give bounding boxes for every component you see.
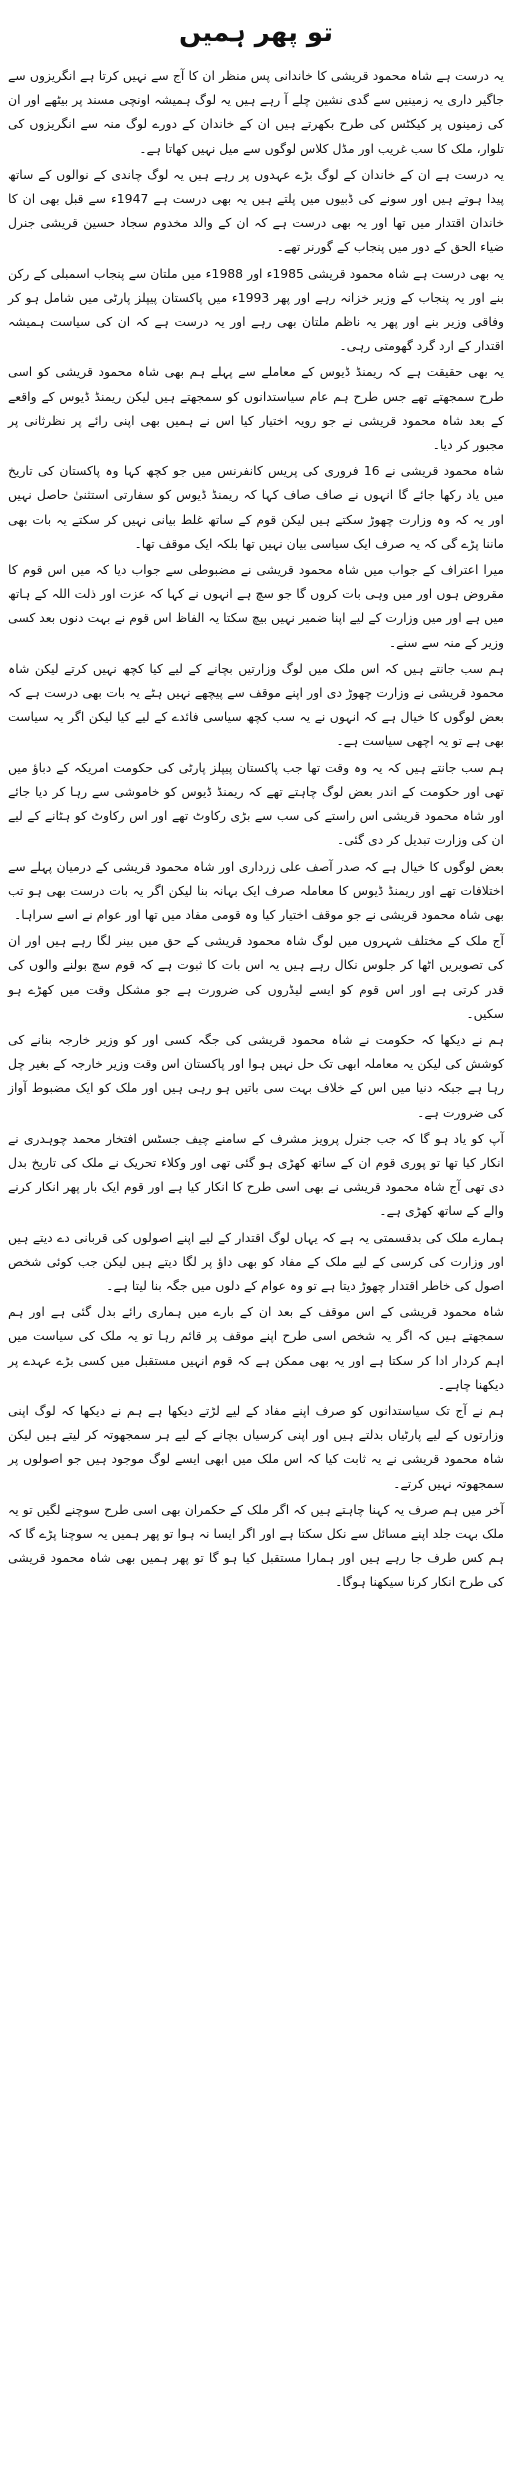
paragraph: ہم سب جانتے ہیں کہ یہ وہ وقت تھا جب پاکستان پیپلز پارٹی کی حکومت امریکہ کے دباؤ میں تھی اور حکومت کے اندر بعض لوگ چاہتے تھے کہ ریمنڈ ڈیوس کو خاموشی سے رہا کر دیا جائے اور شاہ محمود قریشی اس راستے کی سب سے بڑی رکاوٹ تھے اور اس رکاوٹ کو ہٹانے کے لیے ان کی وزارت تبدیل کر دی گئی۔ (8, 759, 504, 848)
paragraph: آپ کو یاد ہو گا کہ جب جنرل پرویز مشرف کے سامنے چیف جسٹس افتخار محمد چوہدری نے انکار کیا تھا تو پوری قوم ان کے ساتھ کھڑی ہو گئی تھی اور وکلاء تحریک نے ملک کی تاریخ بدل دی تھی آج شاہ محمود قریشی نے بھی اسی طرح کا انکار کیا ہے اور قوم ایک بار پھر انکار کرنے والے کے ساتھ کھڑی ہے۔ (8, 1130, 504, 1219)
paragraph: ہم سب جانتے ہیں کہ اس ملک میں لوگ وزارتیں بچانے کے لیے کیا کچھ نہیں کرتے لیکن شاہ محمود قریشی نے وزارت چھوڑ دی اور اپنے موقف سے پیچھے نہیں ہٹے یہ بات بھی درست ہے کہ بعض لوگوں کا خیال ہے کہ انہوں نے یہ سب کچھ سیاسی فائدے کے لیے کیا لیکن اگر یہ سیاست بھی ہے تو یہ اچھی سیاست ہے۔ (8, 660, 504, 749)
paragraph: ہم نے دیکھا کہ حکومت نے شاہ محمود قریشی کی جگہ کسی اور کو وزیر خارجہ بنانے کی کوشش کی لیکن یہ معاملہ ابھی تک حل نہیں ہوا اور پاکستان اس وقت وزیر خارجہ کے بغیر چل رہا ہے جبکہ دنیا میں اس کے خلاف بہت سی باتیں ہو رہی ہیں اور ملک کو ایک مضبوط آواز کی ضرورت ہے۔ (8, 1031, 504, 1120)
column-title: تو پھر ہمیں (179, 18, 333, 48)
paragraph: شاہ محمود قریشی کے اس موقف کے بعد ان کے بارے میں ہماری رائے بدل گئی ہے اور ہم سمجھتے ہیں کہ اگر یہ شخص اسی طرح اپنے موقف پر قائم رہا تو یہ ملک کی سیاست میں اہم کردار ادا کر سکتا ہے اور یہ بھی ممکن ہے کہ قوم انہیں مستقبل میں کسی بڑے عہدے پر دیکھنا چاہے۔ (8, 1304, 504, 1392)
paragraph: آخر میں ہم صرف یہ کہنا چاہتے ہیں کہ اگر ملک کے حکمران بھی اسی طرح سوچنے لگیں تو یہ ملک بہت جلد اپنے مسائل سے نکل سکتا ہے اور اگر ایسا نہ ہوا تو پھر ہمیں یہ سوچنا پڑے گا کہ ہم کس طرف جا رہے ہیں اور ہمارا مستقبل کیا ہو گا تو پھر ہمیں بھی شاہ محمود قریشی کی طرح انکار کرنا سیکھنا ہوگا۔ (8, 1501, 504, 1590)
paragraph: یہ بھی حقیقت ہے کہ ریمنڈ ڈیوس کے معاملے سے پہلے ہم بھی شاہ محمود قریشی کو اسی طرح سمجھتے تھے جس طرح ہم عام سیاستدانوں کو سمجھتے ہیں لیکن ریمنڈ ڈیوس کے واقعے کے بعد شاہ محمود قریشی نے جو رویہ اختیار کیا اس نے ہمیں بھی اپنی رائے پر نظرثانی پر مجبور کر دیا۔ (8, 364, 504, 453)
paragraph: ہم نے آج تک سیاستدانوں کو صرف اپنے مفاد کے لیے لڑتے دیکھا ہے ہم نے دیکھا کہ لوگ اپنی وزارتوں کے لیے پارٹیاں بدلتے ہیں اور اپنی کرسیاں بچانے کے لیے ہر سمجھوتہ کر لیتے ہیں لیکن شاہ محمود قریشی نے یہ ثابت کیا کہ اس ملک میں ابھی ایسے لوگ موجود ہیں جو اصولوں پر سمجھوتہ نہیں کرتے۔ (8, 1402, 504, 1491)
paragraph: آج ملک کے مختلف شہروں میں لوگ شاہ محمود قریشی کے حق میں بینر لگا رہے ہیں اور ان کی تصویریں اٹھا کر جلوس نکال رہے ہیں یہ اس بات کا ثبوت ہے کہ قوم سچ بولنے والوں کی قدر کرتی ہے اور اس قوم کو ایسے لیڈروں کی ضرورت ہے جو مشکل وقت میں کھڑے ہو سکیں۔ (8, 933, 504, 1021)
paragraph: یہ بھی درست ہے شاہ محمود قریشی 1985ء اور 1988ء میں ملتان سے پنجاب اسمبلی کے رکن بنے اور یہ پنجاب کے وزیر خزانہ رہے اور پھر 1993ء میں پاکستان پیپلز پارٹی میں شامل ہو کر وفاقی وزیر بنے اور پھر یہ ناظم ملتان بھی رہے اور یہ درست ہے کہ ان کی سیاست ہمیشہ اقتدار کے ارد گرد گھومتی رہی۔ (8, 265, 504, 354)
paragraph: میرا اعتراف کے جواب میں شاہ محمود قریشی نے مضبوطی سے جواب دیا کہ میں اس قوم کا مقروض ہوں اور میں وہی بات کروں گا جو سچ ہے انہوں نے کہا کہ عزت اور ذلت اللہ کے ہاتھ میں ہے اور میں وزارت کے لیے اپنا ضمیر نہیں بیچ سکتا یہ الفاظ اس قوم نے بہت دنوں بعد کسی وزیر کے منہ سے سنے۔ (8, 562, 504, 650)
paragraph: ہمارے ملک کی بدقسمتی یہ ہے کہ یہاں لوگ اقتدار کے لیے اپنے اصولوں کی قربانی دے دیتے ہیں اور وزارت کی کرسی کے لیے ملک کے مفاد کو بھی داؤ پر لگا دیتے ہیں لیکن جب کوئی شخص اصول کی خاطر اقتدار چھوڑ دیتا ہے تو وہ عوام کے دلوں میں جگہ بنا لیتا ہے۔ (8, 1229, 504, 1293)
paragraph: شاہ محمود قریشی نے 16 فروری کی پریس کانفرنس میں جو کچھ کہا وہ پاکستان کی تاریخ میں یاد رکھا جائے گا انہوں نے صاف صاف کہا کہ ریمنڈ ڈیوس کو سفارتی استثنیٰ حاصل نہیں اور یہ کہ وہ وزارت چھوڑ سکتے ہیں لیکن قوم کے ساتھ غلط بیانی نہیں کر سکتے یہ بات بھی ماننا پڑے گی کہ یہ صرف ایک سیاسی بیان نہیں تھا بلکہ ایک موقف تھا۔ (8, 463, 504, 551)
article-body (8, 64, 504, 1597)
paragraph: یہ درست ہے شاہ محمود قریشی کا خاندانی پس منظر ان کا آج سے نہیں کرتا ہے انگریزوں سے جاگیر داری یہ زمینیں سے گدی نشین چلے آ رہے ہیں یہ لوگ ہمیشہ اونچی مسند پر بیٹھے اور ان کی زمینوں پر کیکٹس کی طرح بکھرتے ہیں ان کے خاندان کے دورے لوگ منہ سے انگریزوں کی تلوار، ملک کا سب غریب اور مڈل کلاس لوگوں سے میل نہیں کھاتا ہے۔ (8, 68, 504, 156)
paragraph: بعض لوگوں کا خیال ہے کہ صدر آصف علی زرداری اور شاہ محمود قریشی کے درمیان پہلے سے اختلافات تھے اور ریمنڈ ڈیوس کا معاملہ صرف ایک بہانہ بنا لیکن اگر یہ بات درست بھی ہو تب بھی شاہ محمود قریشی نے جو موقف اختیار کیا وہ قومی مفاد میں تھا اور عوام نے اسے سراہا۔ (8, 858, 504, 922)
paragraph: یہ درست ہے ان کے خاندان کے لوگ بڑے عہدوں پر رہے ہیں یہ لوگ چاندی کے نوالوں کے ساتھ پیدا ہوتے ہیں اور سونے کی ڈبیوں میں پلتے ہیں یہ بھی درست ہے 1947ء سے قبل بھی ان کا خاندان اقتدار میں تھا اور یہ بھی درست ہے کہ ان کے والد مخدوم سجاد حسین قریشی جنرل ضیاء الحق کے دور میں پنجاب کے گورنر تھے۔ (8, 166, 504, 255)
